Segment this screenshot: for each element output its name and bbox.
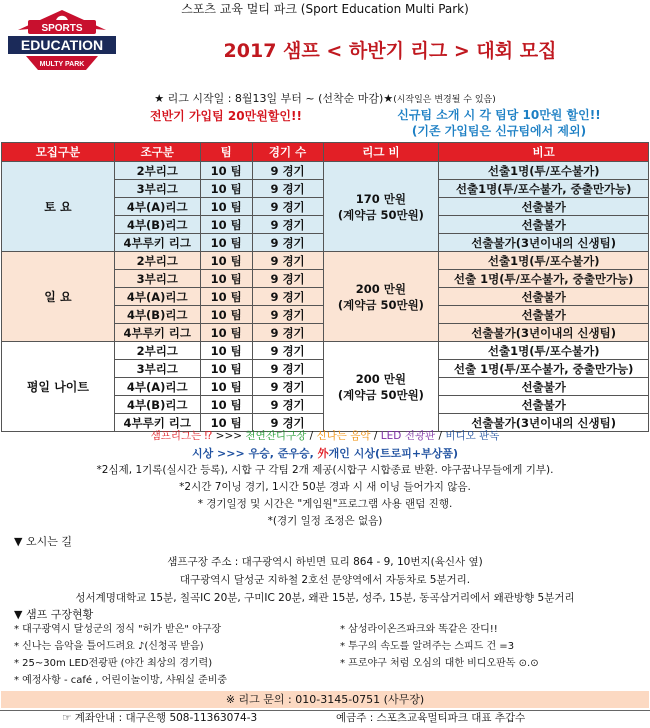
games-cell: 9 경기 <box>252 396 323 414</box>
teams-cell: 10 팀 <box>200 414 252 432</box>
table-row <box>2 162 649 180</box>
games-cell: 9 경기 <box>252 252 323 270</box>
promo-discount-right <box>364 107 634 139</box>
rule-line: *(경기 일정 조정은 없음) <box>267 515 383 527</box>
note-cell: 선출불가(3년이내의 신생팀) <box>439 234 649 252</box>
features-lead: 샘프리그는 ⁉ <box>150 430 213 442</box>
teams-cell: 10 팀 <box>200 198 252 216</box>
list-item <box>10 621 645 638</box>
account-info: ☞ 계좌안내 : 대구은행 508-11363074-3 <box>62 712 258 724</box>
division-cell: 2부리그 <box>114 342 200 360</box>
inquiry-bar: ※ 리그 문의 : 010-3145-0751 (사무장) <box>1 691 649 708</box>
note-cell: 선출불가 <box>439 288 649 306</box>
division-cell: 4부루키 리그 <box>114 414 200 432</box>
category-cell: 토 요 <box>2 162 115 252</box>
list-item <box>10 672 645 689</box>
promo-discount-left: 전반기 가입팀 20만원할인!! <box>150 109 302 123</box>
games-cell: 9 경기 <box>252 414 323 432</box>
features-arrow: >>> <box>215 430 243 442</box>
facility-left: * 25~30m LED전광판 (야간 최상의 경기력) <box>14 658 213 669</box>
league-notes <box>0 428 650 530</box>
note-cell: 선출불가(3년이내의 신생팀) <box>439 414 649 432</box>
note-cell: 선출1명(투/포수불가, 중출만가능) <box>439 180 649 198</box>
teams-cell: 10 팀 <box>200 342 252 360</box>
rule-line: *2시간 7이닝 경기, 1시간 50분 경과 시 새 이닝 들어가지 않음. <box>179 481 471 493</box>
routes-line: 성서계명대학교 15분, 칠곡IC 20분, 구미IC 20분, 왜관 15분, 성주, 15분, 동곡삼거리에서 왜관방향 5분거리 <box>75 592 575 604</box>
feature-video: 비디오 판독 <box>445 430 500 442</box>
division-cell: 4부루키 리그 <box>114 234 200 252</box>
sports-education-logo <box>6 8 118 80</box>
games-cell: 9 경기 <box>252 378 323 396</box>
feature-led: LED 전광판 <box>380 430 436 442</box>
header-category: 모집구분 <box>2 143 115 162</box>
rule-line: *2심제, 1기록(실시간 등록), 시합 구 각팀 2개 제공(시합구 시합종료 반환. 야구꿈나무들에게 기부). <box>96 464 554 476</box>
note-cell: 선출불가 <box>439 306 649 324</box>
rule-line: * 경기일정 및 시간은 "게임원"프로그램 사용 랜덤 진행. <box>197 498 453 510</box>
header-games: 경기 수 <box>252 143 323 162</box>
facilities-heading: ▼ 샘프 구장현황 <box>14 608 94 621</box>
facility-left: * 예정사항 - café , 어린이놀이방, 샤워실 준비중 <box>14 675 228 686</box>
teams-cell: 10 팀 <box>200 324 252 342</box>
fee-cell <box>323 252 439 342</box>
fee-cell <box>323 342 439 432</box>
division-cell: 3부리그 <box>114 360 200 378</box>
org-name: 스포츠 교육 멀티 파크 (Sport Education Multi Park) <box>181 2 469 16</box>
teams-cell: 10 팀 <box>200 288 252 306</box>
teams-cell: 10 팀 <box>200 360 252 378</box>
games-cell: 9 경기 <box>252 288 323 306</box>
division-cell: 4부(A)리그 <box>114 288 200 306</box>
fee-amount: 200 만원 <box>355 281 407 296</box>
list-item <box>10 638 645 655</box>
games-cell: 9 경기 <box>252 216 323 234</box>
division-cell: 4부(A)리그 <box>114 198 200 216</box>
fee-deposit: (계약금 50만원) <box>337 297 424 312</box>
fee-deposit: (계약금 50만원) <box>337 207 424 222</box>
teams-cell: 10 팀 <box>200 216 252 234</box>
promo-right-line2: (기존 가입팀은 신규팀에서 제외) <box>411 124 587 138</box>
teams-cell: 10 팀 <box>200 378 252 396</box>
games-cell: 9 경기 <box>252 324 323 342</box>
note-cell: 선출1명(투/포수불가) <box>439 342 649 360</box>
category-cell: 평일 나이트 <box>2 342 115 432</box>
games-cell: 9 경기 <box>252 360 323 378</box>
games-cell: 9 경기 <box>252 162 323 180</box>
games-cell: 9 경기 <box>252 342 323 360</box>
address-line: 샘프구장 주소 : 대구광역시 하빈면 묘리 864 - 9, 10번지(육신사 옆) <box>167 556 483 568</box>
division-cell: 4부(B)리그 <box>114 396 200 414</box>
facility-left: * 신나는 음악을 틀어드려요 ♪(신청곡 받음) <box>14 641 204 652</box>
teams-cell: 10 팀 <box>200 234 252 252</box>
page-title: 2017 샘프 < 하반기 리그 > 대회 모집 <box>223 40 557 62</box>
fee-cell <box>323 162 439 252</box>
svg-text:EDUCATION: EDUCATION <box>20 37 104 53</box>
teams-cell: 10 팀 <box>200 162 252 180</box>
feature-music: 신나는 음악 <box>316 430 371 442</box>
note-cell: 선출 1명(투/포수불가, 중출만가능) <box>439 270 649 288</box>
teams-cell: 10 팀 <box>200 396 252 414</box>
header-note: 비고 <box>439 143 649 162</box>
division-cell: 3부리그 <box>114 180 200 198</box>
header-fee: 리그 비 <box>323 143 439 162</box>
footer <box>0 710 650 728</box>
svg-text:SPORTS: SPORTS <box>41 23 83 34</box>
facility-left: * 대구광역시 달성군의 정식 "허가 받은" 야구장 <box>14 624 222 635</box>
awards-individual: 개인 시상(트로피+부상품) <box>328 447 459 460</box>
games-cell: 9 경기 <box>252 180 323 198</box>
division-cell: 4부(B)리그 <box>114 306 200 324</box>
facility-right: * 프로야구 처럼 오심의 대한 비디오판독 ⊙.⊙ <box>340 658 539 669</box>
facility-right: * 삼성라이온즈파크와 똑같은 잔디!! <box>340 624 498 635</box>
table-row <box>2 252 649 270</box>
table-header-row <box>2 143 649 162</box>
division-cell: 4부(A)리그 <box>114 378 200 396</box>
division-cell: 4부루키 리그 <box>114 324 200 342</box>
league-start-text: ★ 리그 시작일 : 8월13일 부터 ~ (선착순 마감)★ <box>154 92 394 105</box>
promo-right-line1: 신규팀 소개 시 각 팀당 10만원 할인!! <box>397 108 601 122</box>
fee-amount: 170 만원 <box>355 191 407 206</box>
games-cell: 9 경기 <box>252 306 323 324</box>
teams-cell: 10 팀 <box>200 252 252 270</box>
table-row <box>2 342 649 360</box>
note-cell: 선출 1명(투/포수불가, 중출만가능) <box>439 360 649 378</box>
facility-right: * 투구의 속도를 알려주는 스피드 건 =3 <box>340 641 515 652</box>
note-cell: 선출1명(투/포수불가) <box>439 162 649 180</box>
feature-grass: 천연잔디구장 <box>245 430 307 442</box>
division-cell: 4부(B)리그 <box>114 216 200 234</box>
note-cell: 선출불가(3년이내의 신생팀) <box>439 324 649 342</box>
category-cell: 일 요 <box>2 252 115 342</box>
fee-deposit: (계약금 50만원) <box>337 387 424 402</box>
division-cell: 3부리그 <box>114 270 200 288</box>
facilities-list <box>10 621 645 689</box>
svg-text:MULTY PARK: MULTY PARK <box>39 61 85 68</box>
awards-main: 시상 >>> 우승, 준우승, <box>191 447 314 460</box>
teams-cell: 10 팀 <box>200 306 252 324</box>
league-start-note: (시작일은 변경될 수 있음) <box>393 95 496 105</box>
account-holder: 예금주 : 스포츠교육멀티파크 대표 추갑수 <box>336 712 526 724</box>
note-cell: 선출불가 <box>439 396 649 414</box>
games-cell: 9 경기 <box>252 198 323 216</box>
note-cell: 선출불가 <box>439 216 649 234</box>
division-cell: 2부리그 <box>114 162 200 180</box>
header-division: 조구분 <box>114 143 200 162</box>
league-start-line <box>0 90 650 106</box>
note-cell: 선출1명(투/포수불가) <box>439 252 649 270</box>
directions-heading: ▼ 오시는 길 <box>14 535 72 548</box>
awards-line <box>0 445 650 462</box>
division-cell: 2부리그 <box>114 252 200 270</box>
header-teams: 팀 <box>200 143 252 162</box>
games-cell: 9 경기 <box>252 270 323 288</box>
teams-cell: 10 팀 <box>200 270 252 288</box>
league-table <box>1 142 649 432</box>
directions-block <box>0 553 650 607</box>
subway-line: 대구광역시 달성군 지하철 2호선 문양역에서 자동차로 5분거리. <box>179 574 471 586</box>
awards-extra-mark: 外 <box>317 447 329 460</box>
features-line: 샘프리그는 ⁉ >>> 천연잔디구장 / 신나는 음악 / LED 전광판 / 비디오 판독 <box>150 430 500 442</box>
note-cell: 선출불가 <box>439 198 649 216</box>
fee-amount: 200 만원 <box>355 371 407 386</box>
list-item <box>10 655 645 672</box>
note-cell: 선출불가 <box>439 378 649 396</box>
games-cell: 9 경기 <box>252 234 323 252</box>
teams-cell: 10 팀 <box>200 180 252 198</box>
